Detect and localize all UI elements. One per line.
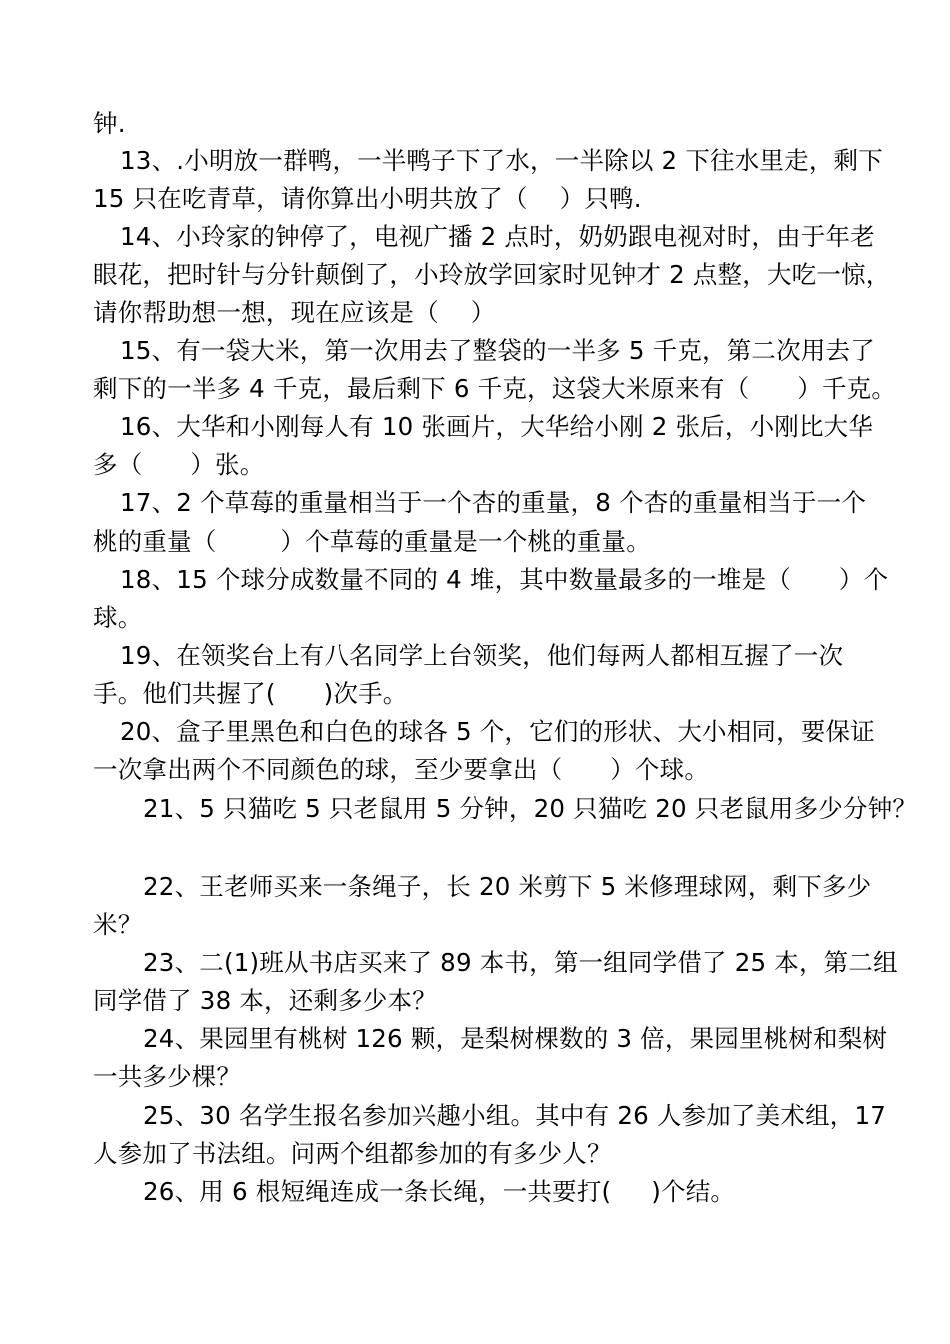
text-line: 钟. xyxy=(93,109,126,138)
text-line: 多（ ）张。 xyxy=(93,450,265,479)
question-23-line: 23、二(1)班从书店买来了 89 本书，第一组同学借了 25 本，第二组 xyxy=(143,948,898,977)
text-line: 15 只在吃青草，请你算出小明共放了（ ）只鸭. xyxy=(93,184,642,213)
text-line: 剩下的一半多 4 千克，最后剩下 6 千克，这袋大米原来有（ ）千克。 xyxy=(93,374,897,403)
question-16-line: 16、大华和小刚每人有 10 张画片，大华给小刚 2 张后，小刚比大华 xyxy=(120,412,874,441)
text-line: 同学借了 38 本，还剩多少本？ xyxy=(93,986,437,1015)
question-24-line: 24、果园里有桃树 126 颗，是梨树棵数的 3 倍，果园里桃树和梨树 xyxy=(143,1024,888,1053)
text-line: 手。他们共握了( )次手。 xyxy=(93,679,408,708)
question-13-line: 13、.小明放一群鸭，一半鸭子下了水，一半除以 2 下往水里走，剩下 xyxy=(120,146,883,175)
question-25-line: 25、30 名学生报名参加兴趣小组。其中有 26 人参加了美术组，17 xyxy=(143,1101,887,1130)
question-18-line: 18、15 个球分成数量不同的 4 堆，其中数量最多的一堆是（ ）个 xyxy=(120,565,889,594)
text-line: 请你帮助想一想，现在应该是（ ） xyxy=(93,298,496,327)
question-15-line: 15、有一袋大米，第一次用去了整袋的一半多 5 千克，第二次用去了 xyxy=(120,336,875,365)
question-17-line: 17、2 个草莓的重量相当于一个杏的重量，8 个杏的重量相当于一个 xyxy=(120,488,867,517)
question-19-line: 19、在领奖台上有八名同学上台领奖，他们每两人都相互握了一次 xyxy=(120,641,844,670)
text-line: 米？ xyxy=(93,910,143,939)
text-line: 眼花，把时针与分针颠倒了，小玲放学回家时见钟才 2 点整，大吃一惊， xyxy=(93,260,891,289)
text-line: 一共多少棵？ xyxy=(93,1062,242,1091)
question-20-line: 20、盒子里黑色和白色的球各 5 个，它们的形状、大小相同，要保证 xyxy=(120,717,875,746)
question-26-line: 26、用 6 根短绳连成一条长绳，一共要打( )个结。 xyxy=(143,1177,736,1206)
text-line: 桃的重量（ ）个草莓的重量是一个桃的重量。 xyxy=(93,527,651,556)
text-line: 一次拿出两个不同颜色的球，至少要拿出（ ）个球。 xyxy=(93,755,710,784)
question-14-line: 14、小玲家的钟停了，电视广播 2 点时，奶奶跟电视对时，由于年老 xyxy=(120,222,875,251)
question-22-line: 22、王老师买来一条绳子，长 20 米剪下 5 米修理球网，剩下多少 xyxy=(143,872,872,901)
question-21-line: 21、5 只猫吃 5 只老鼠用 5 分钟，20 只猫吃 20 只老鼠用多少分钟？ xyxy=(143,794,918,823)
text-line: 人参加了书法组。问两个组都参加的有多少人？ xyxy=(93,1139,612,1168)
text-line: 球。 xyxy=(93,603,143,632)
